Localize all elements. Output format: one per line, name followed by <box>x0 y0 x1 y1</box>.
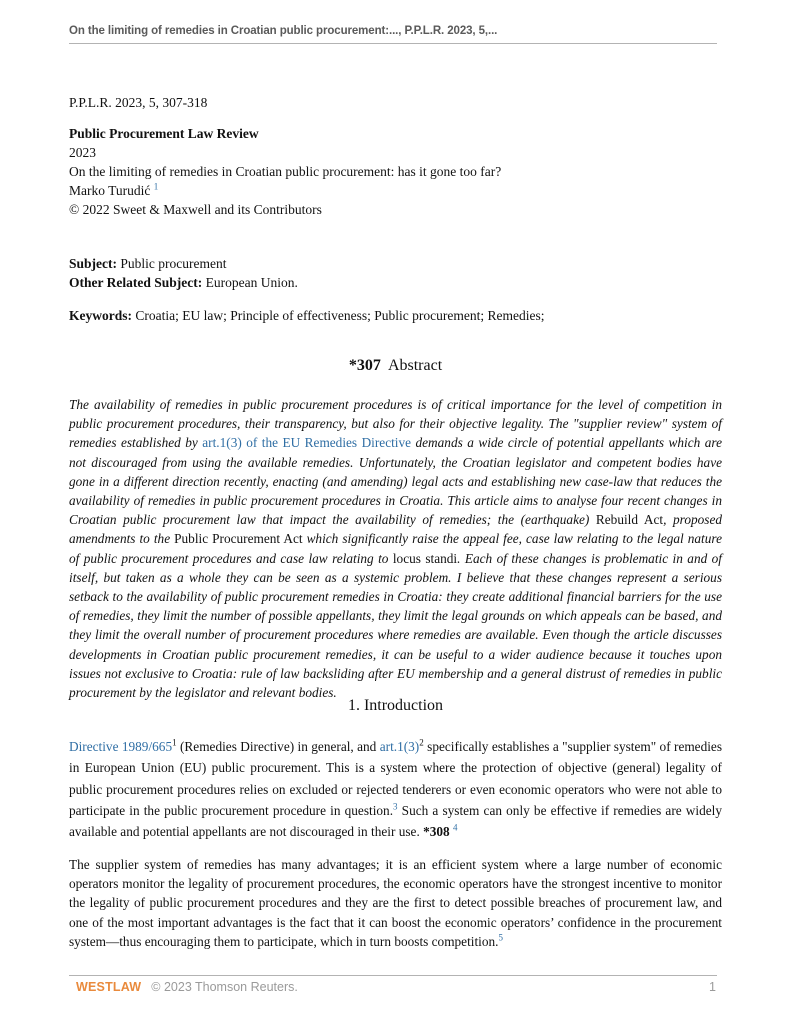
author-line <box>69 181 501 200</box>
abstract-text-part: The availability of remedies in public procurement procedures is of critical importance for the level of competition in public procurement procedures, their transparency, but also for their objective legality. The "supplier review" system of remedies established by <box>69 397 722 451</box>
journal-title: Public Procurement Law Review <box>69 126 259 141</box>
star-page-marker: *308 <box>423 824 450 840</box>
footer-divider <box>69 975 717 976</box>
subject-value: Public procurement <box>117 256 227 271</box>
westlaw-logo: WESTLAW <box>76 980 142 994</box>
page-number: 1 <box>709 980 716 994</box>
introduction-paragraph-1 <box>69 736 722 842</box>
copyright-line: © 2022 Sweet & Maxwell and its Contributors <box>69 202 322 217</box>
footnote-link[interactable]: 4 <box>453 822 458 833</box>
remedies-directive-link[interactable]: art.1(3) of the EU Remedies Directive <box>202 435 412 451</box>
star-page-marker: *307 <box>348 357 381 374</box>
paragraph-text: (Remedies Directive) in general, and <box>176 739 380 754</box>
citation: P.P.L.R. 2023, 5, 307-318 <box>69 95 208 110</box>
rebuild-act-term: Rebuild Act <box>595 512 664 528</box>
other-subject-label: Other Related Subject: <box>69 275 203 290</box>
publication-block <box>69 124 501 219</box>
footnote-link[interactable]: 5 <box>498 932 503 943</box>
other-subject-value: European Union. <box>202 275 298 290</box>
paragraph-text: The supplier system of remedies has many advantages; it is an efficient system where a large number of economic operators monitor the legality of procurement procedures, the economic operators have the strongest incentive to monitor the legality of public procurement procedures and they are the first to detect possible breaches of procurement law, and one of the most important advantages is the fact that it can boost the economic operators’ confidence in the procurement system—thus encouraging them to participate, which in turn boosts competition. <box>69 857 722 949</box>
public-procurement-act-term: Public Procurement Act <box>174 531 303 547</box>
article-title: On the limiting of remedies in Croatian public procurement: has it gone too far? <box>69 164 502 179</box>
abstract-text-part: demands a wide circle of potential appellants which are not discouraged from using the available remedies. Unfortunately, the Croatian legislator and competent bodies have gone in a different direction recently, enacting (and amending) legal acts and establishing new case-law that reduces the availability of remedies in public procurement procedures in Croatia. This article aims to analyse four recent changes in Croatian public procurement law that impact the availability of remedies; the (earthquake) <box>69 435 722 528</box>
keywords-label: Keywords: <box>69 308 132 323</box>
footnote-ref[interactable]: 2 <box>419 737 424 748</box>
locus-standi-term: locus standi <box>392 550 458 566</box>
paragraph-text: specifically establishes a "supplier system" of remedies in European Union (EU) public procurement. This is a system where the protection of objective (general) legality of public procurement procedures relies on excluded or rejected tenderers or even economic operators who were not able to participate in the public procurement procedure in question. <box>69 739 723 818</box>
directive-link[interactable]: Directive 1989/665 <box>69 739 173 754</box>
footnote-link[interactable]: 3 <box>393 801 398 812</box>
article-link[interactable]: art.1(3) <box>379 739 420 754</box>
introduction-heading: 1. Introduction <box>347 697 444 714</box>
footnote-ref[interactable]: 1 <box>172 737 177 748</box>
abstract-text <box>69 395 722 702</box>
header-divider <box>69 43 717 44</box>
author-name: Marko Turudić <box>69 183 151 198</box>
publication-year: 2023 <box>69 145 96 160</box>
footnote-link[interactable]: 1 <box>153 181 159 192</box>
abstract-heading-text: Abstract <box>387 357 443 374</box>
abstract-text-part: which significantly raise the appeal fee, case law relating to the legal nature of public procurement procedures and case law relating to <box>69 531 722 566</box>
footer-copyright: © 2023 Thomson Reuters. <box>151 980 298 994</box>
abstract-text-part: , proposed amendments to the <box>69 512 722 547</box>
keywords-value: Croatia; EU law; Principle of effectiveness; Public procurement; Remedies; <box>132 308 545 323</box>
page-footer <box>76 980 716 994</box>
running-header: On the limiting of remedies in Croatian public procurement:..., P.P.L.R. 2023, 5,... <box>69 25 498 37</box>
paragraph-text: Such a system can only be effective if remedies are widely available and potential appellants are not discouraged in their use. <box>69 802 723 840</box>
subject-block <box>69 254 298 292</box>
abstract-text-part: . Each of these changes is problematic in and of itself, but taken as a whole they can be seen as a systemic problem. I believe that these changes represent a serious setback to the availability of public procurement remedies in Croatia: they create additional financial barriers for the use of remedies, they limit the number of possible appellants, they limit the legal grounds on which appeals can be based, and they limit the overall number of procurement procedures where remedies are available. Even though the article discusses developments in Croatian public procurement remedies, it can be useful to a wider audience because it touches upon issues not exclusive to Croatia: rule of law backsliding after EU membership and a general distrust of remedies in public procurement by the legislator and relevant bodies. <box>69 550 723 701</box>
subject-line <box>69 254 298 273</box>
introduction-paragraph-2 <box>69 855 722 951</box>
abstract-heading <box>69 357 722 375</box>
other-subject-line <box>69 273 298 292</box>
subject-label: Subject: <box>69 256 117 271</box>
keywords-line <box>69 306 545 325</box>
